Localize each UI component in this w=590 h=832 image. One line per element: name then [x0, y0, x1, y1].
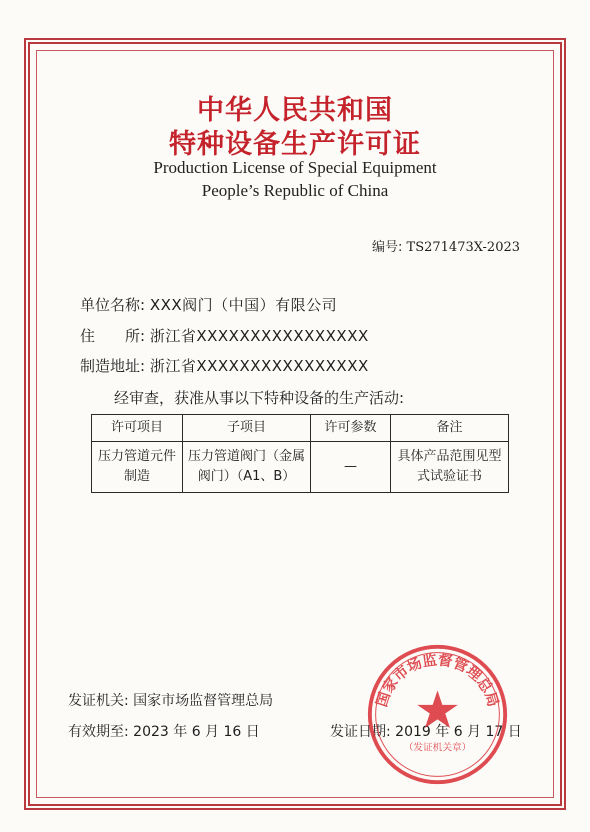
- seal-star-icon: [417, 690, 458, 728]
- approval-statement: 经审查，获准从事以下特种设备的生产活动:: [114, 389, 405, 407]
- issuer-row: [68, 690, 273, 710]
- title-cn-line1: 中华人民共和国: [197, 95, 393, 126]
- valid-until-label: 有效期至:: [68, 724, 129, 740]
- mfg-address-value: 浙江省XXXXXXXXXXXXXXXX: [149, 357, 369, 375]
- mfg-address-row: [80, 355, 369, 376]
- title-en-line1: Production License of Special Equipment: [153, 158, 437, 177]
- permit-table-header: [92, 415, 509, 442]
- address-label: 住 所:: [80, 327, 146, 345]
- permit-table: [91, 414, 509, 493]
- header-sub-item: 子项目: [183, 415, 311, 442]
- address-value: 浙江省XXXXXXXXXXXXXXXX: [149, 327, 369, 345]
- unit-name-row: [80, 294, 337, 315]
- license-number-value: TS271473X-2023: [406, 240, 521, 255]
- title-en-line2: People’s Republic of China: [201, 181, 389, 200]
- valid-until-row: [68, 721, 260, 741]
- header-permit-params: 许可参数: [311, 415, 391, 442]
- cell-sub-item: 压力管道阀门（金属阀门）（A1、B）: [183, 442, 311, 493]
- issue-date-label: 发证日期:: [330, 724, 391, 740]
- unit-name-label: 单位名称:: [80, 296, 146, 314]
- unit-name-value: XXX阀门（中国）有限公司: [149, 296, 338, 314]
- table-row: [92, 442, 509, 493]
- mfg-address-label: 制造地址:: [80, 357, 146, 375]
- header-remarks: 备注: [391, 415, 509, 442]
- seal-ring-text: 国家市场监督管理总局: [374, 652, 501, 709]
- cell-permit-params: —: [311, 442, 391, 493]
- cell-remarks: 具体产品范围见型式试验证书: [391, 442, 509, 493]
- cell-permit-item: 压力管道元件制造: [92, 442, 183, 493]
- address-row: [80, 325, 369, 346]
- valid-until-value: 2023 年 6 月 16 日: [133, 724, 260, 740]
- official-seal: [365, 642, 510, 787]
- seal-center-text: （发证机关章）: [403, 742, 472, 754]
- license-number: [372, 236, 520, 255]
- header-permit-item: 许可项目: [92, 415, 183, 442]
- title-cn-line2: 特种设备生产许可证: [169, 129, 421, 160]
- issuer-label: 发证机关:: [68, 693, 129, 709]
- issuer-value: 国家市场监督管理总局: [133, 693, 274, 709]
- license-number-label: 编号:: [372, 240, 403, 255]
- issue-date-value: 2019 年 6 月 17 日: [395, 724, 522, 740]
